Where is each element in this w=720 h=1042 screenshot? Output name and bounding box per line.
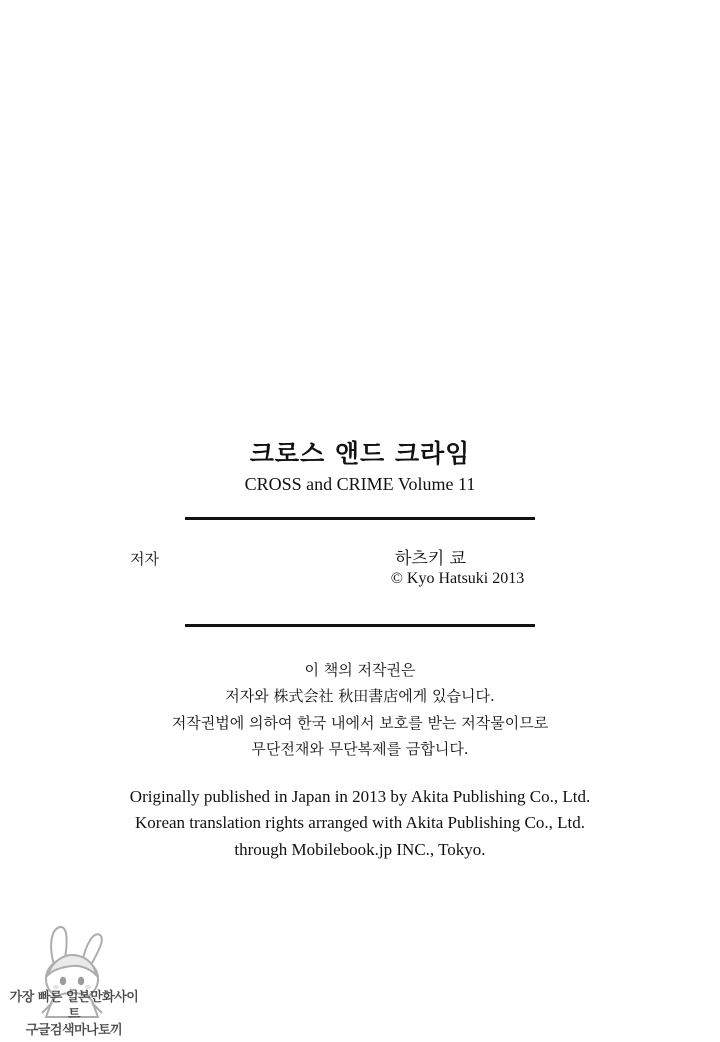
divider-lower-wrap xyxy=(0,624,720,627)
origin-notice xyxy=(0,784,720,863)
page-title-english: CROSS and CRIME Volume 11 xyxy=(244,473,476,494)
rights-line: 이 책의 저작권은 xyxy=(304,661,416,680)
copyright-line: © Kyo Hatsuki 2013 xyxy=(390,570,525,588)
origin-line: through Mobilebook.jp INC., Tokyo. xyxy=(234,839,486,859)
credit-label: 저자 xyxy=(130,550,159,569)
rights-line: 무단전재와 무단복제를 금합니다. xyxy=(251,739,469,758)
credit-author-name: 하츠키 쿄 xyxy=(395,549,467,570)
divider-top xyxy=(185,517,535,520)
credit-row xyxy=(130,544,590,596)
rights-notice xyxy=(0,657,720,762)
watermark-line-1: 가장 빠른 일본만화사이트 xyxy=(9,990,139,1022)
origin-line: Korean translation rights arranged with Akita Publishing Co., Ltd. xyxy=(135,813,585,833)
watermark-line-2: 구글검색마나토끼 xyxy=(25,1022,123,1038)
rights-line: 저자와 株式会社 秋田書店에게 있습니다. xyxy=(225,687,495,706)
page-title-korean: 크로스 앤드 크라임 xyxy=(249,439,471,468)
watermark-text xyxy=(6,990,142,1039)
rights-line: 저작권법에 의하여 한국 내에서 보호를 받는 저작물이므로 xyxy=(171,713,549,732)
divider-bottom xyxy=(185,624,535,627)
origin-line: Originally published in Japan in 2013 by Akita Publishing Co., Ltd. xyxy=(129,787,591,807)
colophon-block xyxy=(0,440,720,863)
